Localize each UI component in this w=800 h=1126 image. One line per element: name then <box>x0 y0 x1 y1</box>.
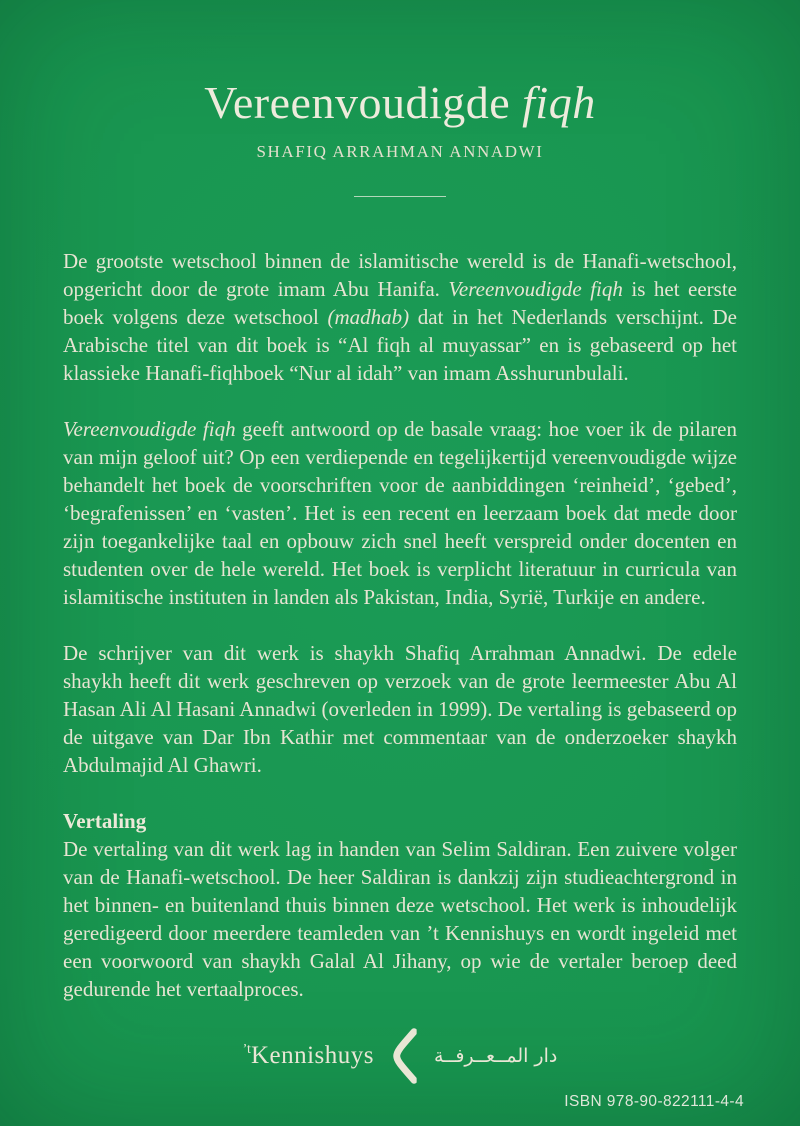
back-cover-text <box>63 247 737 1003</box>
text-segment: De vertaling van dit werk lag in handen van Selim Saldiran. Een zuivere volger van de Hanafi-wetschool. De heer Saldiran is dankzij zijn studieachtergrond in het binnen- en buitenland thuis binnen deze wetschool. Het werk is inhoudelijk geredigeerd door meerdere teamleden van ’t Kennishuys en wordt ingeleid met een voorwoord van shaykh Galal Al Jihany, op wie de vertaler beroep deed gedurende het vertaalproces. <box>63 837 737 1001</box>
publisher-name-dutch <box>243 1042 374 1070</box>
isbn-label: ISBN 978-90-822111-4-4 <box>564 1093 744 1110</box>
author-name: SHAFIQ ARRAHMAN ANNADWI <box>256 142 544 161</box>
book-title-spacer <box>510 77 522 128</box>
text-segment: geeft antwoord op de basale vraag: hoe voer ik de pilaren van mijn geloof uit? Op een verdiepende en tegelijkertijd vereenvoudigde wijze behandelt het boek de voorschriften voor de aanbiddingen ‘reinheid’, ‘gebed’, ‘begrafenissen’ en ‘vasten’. Het is een recent en leerzaam boek dat mede door zijn toegankelijke taal en opbouw zich snel heeft verspreid onder docenten en studenten over de hele wereld. Het boek is verplicht literatuur in curricula van islamitische instituten in landen als Pakistan, India, Syrië, Turkije en andere. <box>63 417 737 609</box>
body-paragraph <box>63 639 737 779</box>
publisher-name-arabic: دار المــعــرفــة <box>434 1045 558 1067</box>
text-segment: De schrijver van dit werk is shaykh Shafiq Arrahman Annadwi. De edele shaykh heeft dit werk geschreven op verzoek van de grote leermeester Abu Al Hasan Ali Al Hasani Annadwi (overleden in 1999). De vertaling is gebaseerd op de uitgave van Dar Ibn Kathir met commentaar van de onderzoeker shaykh Abdulmajid Al Ghawri. <box>63 641 737 777</box>
section-heading: Vertaling <box>63 809 147 833</box>
text-segment-italic: Vereenvoudigde fiqh <box>63 417 236 441</box>
text-segment-italic: Vereenvoudigde fiqh <box>448 277 623 301</box>
book-title <box>0 76 800 130</box>
text-segment: dat in het Nederlands verschijnt. De Arabische titel van dit boek is “Al fiqh al muyassar” en is gebaseerd op het klassieke Hanafi-fiqhboek “Nur al idah” van imam Asshurunbulali. <box>63 305 737 385</box>
cover-header <box>0 76 800 162</box>
text-segment: De grootste wetschool binnen de islamitische wereld is de Hanafi-wetschool, opgericht door de grote imam Abu Hanifa. <box>63 249 737 301</box>
publisher-chevron-icon <box>391 1028 417 1084</box>
text-segment: is het eerste boek volgens deze wetschool <box>63 277 737 329</box>
body-paragraph <box>63 247 737 387</box>
book-title-regular: Vereenvoudigde <box>204 77 511 128</box>
publisher-prefix: ’t <box>242 1042 251 1057</box>
publisher-row <box>243 1026 558 1086</box>
book-title-italic: fiqh <box>522 77 596 128</box>
text-segment-italic: (madhab) <box>327 305 410 329</box>
body-paragraph <box>63 835 737 1003</box>
publisher-name-label: Kennishuys <box>250 1042 375 1069</box>
header-divider-rule <box>354 196 446 197</box>
body-paragraph <box>63 415 737 611</box>
